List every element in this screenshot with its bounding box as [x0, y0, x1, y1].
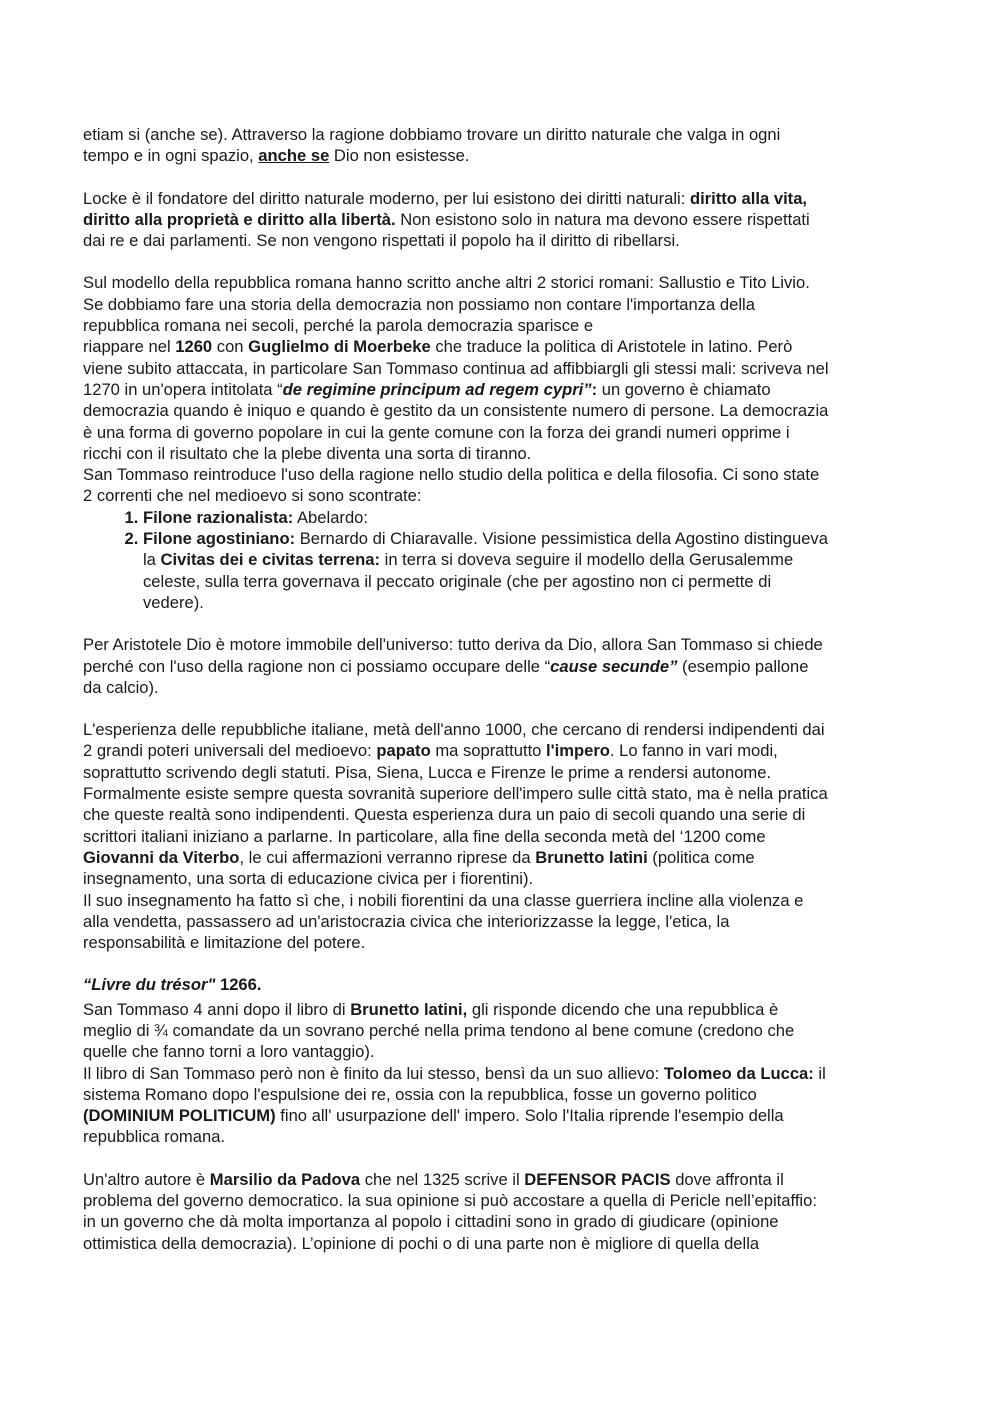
text-line: repubblica romana nei secoli, perché la parola democrazia sparisce e [83, 316, 594, 336]
text-line: San Tommaso reintroduce l'uso della ragione nello studio della politica e della filosofia. Ci sono state [83, 465, 820, 485]
text-line: insegnamento, una sorta di educazione civica per i fiorentini). [83, 869, 534, 889]
text-line: quelle che fanno torni a loro vantaggio). [83, 1042, 375, 1062]
text-line: viene subito attaccata, in particolare San Tommaso continua ad affibbiargli gli stessi mali: scriveva nel [83, 358, 829, 378]
text-line: diritto alla proprietà e diritto alla libertà. Non esistono solo in natura ma devono essere rispettati [83, 209, 810, 229]
text-line: Locke è il fondatore del diritto naturale moderno, per lui esistono dei diritti naturali: diritto alla vita, [83, 188, 808, 208]
section-heading [83, 974, 923, 995]
paragraph-marsilio [83, 1169, 923, 1254]
text-line: tempo e in ogni spazio, anche se Dio non esistesse. [83, 146, 470, 166]
text-line: la Civitas dei e civitas terrena: in terra si doveva seguire il modello della Gerusalemme [143, 550, 794, 570]
text-line: in un governo che dà molta importanza al popolo i cittadini sono in grado di giudicare (opinione [83, 1212, 779, 1232]
text-line: Formalmente esiste sempre questa sovranità superiore dell'impero sulle città stato, ma è nella pratica [83, 784, 828, 804]
text-line: “Livre du trésor" 1266. [83, 975, 262, 995]
text-line: Il libro di San Tommaso però non è finito da lui stesso, bensì da un suo allievo: Tolomeo da Lucca: il [83, 1063, 826, 1083]
text-line: alla vendetta, passassero ad un'aristocrazia civica che interiorizzasse la legge, l'etica, la [83, 911, 730, 931]
text-line: 2 correnti che nel medioevo si sono scontrate: [83, 486, 422, 506]
text-line: da calcio). [83, 677, 159, 697]
text-line: Sul modello della repubblica romana hanno scritto anche altri 2 storici romani: Sallustio e Tito Livio. [83, 273, 810, 293]
list-item [143, 507, 923, 528]
text-line: democrazia quando è iniquo e quando è gestito da un consistente numero di persone. La democrazia [83, 401, 829, 421]
text-line: 2. Filone agostiniano: Bernardo di Chiaravalle. Visione pessimistica della Agostino distingueva [143, 529, 828, 549]
text-line: Un'altro autore è Marsilio da Padova che nel 1325 scrive il DEFENSOR PACIS dove affronta il [83, 1169, 784, 1189]
paragraph-tommaso-reply [83, 999, 923, 1148]
text-line: riappare nel 1260 con Guglielmo di Moerbeke che traduce la politica di Aristotele in latino. Però [83, 337, 793, 357]
paragraph-italian-republics [83, 719, 923, 953]
text-line: San Tommaso 4 anni dopo il libro di Brunetto latini, gli risponde dicendo che una repubblica è [83, 999, 779, 1019]
text-line: ricchi con il risultato che la plebe diventa una sorta di tiranno. [83, 443, 532, 463]
currents-list [83, 507, 923, 613]
text-line: Se dobbiamo fare una storia della democrazia non possiamo non contare l'importanza della [83, 294, 755, 314]
text-line: L'esperienza delle repubbliche italiane, metà dell'anno 1000, che cercano di rendersi indipendenti dai [83, 720, 825, 740]
paragraph-roman-republic [83, 272, 923, 506]
text-line: perché con l'uso della ragione non ci possiamo occupare delle “cause secunde” (esempio pallone [83, 656, 809, 676]
text-line: soprattutto scrivendo degli statuti. Pisa, Siena, Lucca e Firenze le prime a rendersi autonome. [83, 762, 772, 782]
text-line: che queste realtà sono indipendenti. Questa esperienza dura un paio di secoli quando una serie di [83, 805, 806, 825]
text-line: 1270 in un'opera intitolata “de regimine principum ad regem cypri”: un governo è chiamato [83, 379, 771, 399]
text-line: responsabilità e limitazione del potere. [83, 933, 366, 953]
text-line: problema del governo democratico. la sua opinione si può accostare a quella di Pericle nell’epitaffio: [83, 1191, 817, 1211]
text-line: 2 grandi poteri universali del medioevo: papato ma soprattutto l'impero. Lo fanno in vari modi, [83, 741, 778, 761]
underlined-text: anche se [258, 146, 330, 166]
text-line: celeste, sulla terra governava il peccato originale (che per agostino non ci permette di [143, 571, 772, 591]
text-line: è una forma di governo popolare in cui la gente comune con la forza dei grandi numeri opprime i [83, 422, 790, 442]
paragraph-locke [83, 188, 923, 252]
paragraph-aristotle [83, 634, 923, 698]
text-line: repubblica romana. [83, 1127, 226, 1147]
text-line: 1. Filone razionalista: Abelardo: [143, 507, 369, 527]
text-line: Il suo insegnamento ha fatto sì che, i nobili fiorentini da una classe guerriera incline alla violenza e [83, 890, 804, 910]
document-page [83, 124, 923, 1275]
paragraph-natural-law [83, 124, 923, 167]
list-item [143, 528, 923, 613]
text-line: Per Aristotele Dio è motore immobile dell'universo: tutto deriva da Dio, allora San Tommaso si chiede [83, 635, 823, 655]
text-line: vedere). [143, 592, 204, 612]
text-line: meglio di ¾ comandate da un sovrano perché nella prima tendono al bene comune (credono che [83, 1020, 795, 1040]
text-line: (DOMINIUM POLITICUM) fino all' usurpazione dell' impero. Solo l'Italia riprende l'esempio della [83, 1106, 784, 1126]
text-line: sistema Romano dopo l'espulsione dei re, ossia con la repubblica, fosse un governo politico [83, 1084, 757, 1104]
text-line: scrittori italiani iniziano a parlarne. In particolare, alla fine della seconda metà del ‘1200 come [83, 826, 766, 846]
text-line: etiam si (anche se). Attraverso la ragione dobbiamo trovare un diritto naturale che valga in ogni [83, 125, 781, 144]
text-line: ottimistica della democrazia). L’opinione di pochi o di una parte non è migliore di quella della [83, 1233, 760, 1253]
text-line: dai re e dai parlamenti. Se non vengono rispettati il popolo ha il diritto di ribellarsi. [83, 231, 680, 251]
text-line: Giovanni da Viterbo, le cui affermazioni verranno riprese da Brunetto latini (politica come [83, 847, 755, 867]
